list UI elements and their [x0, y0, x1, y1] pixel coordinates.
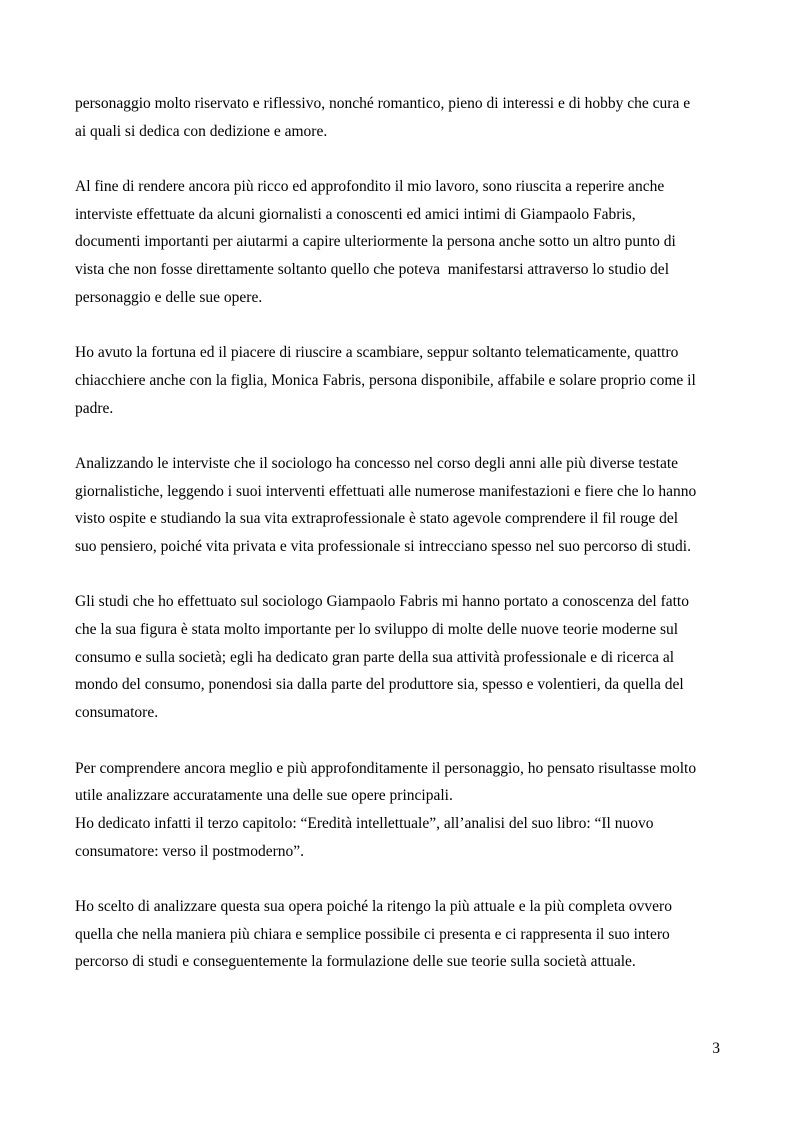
text-line: Ho dedicato infatti il terzo capitolo: “Eredità intellettuale”, all’analisi del suo libro: “Il nuovo	[75, 814, 654, 832]
text-line: visto ospite e studiando la sua vita extraprofessionale è stato agevole comprendere il fil rouge del	[75, 510, 679, 528]
body-text	[75, 90, 720, 976]
text-line: utile analizzare accuratamente una delle sue opere principali.	[75, 787, 453, 805]
text-line: vista che non fosse direttamente soltanto quello che poteva manifestarsi attraverso lo studio del	[75, 261, 669, 279]
text-line: interviste effettuate da alcuni giornalisti a conoscenti ed amici intimi di Giampaolo Fabris,	[75, 205, 636, 223]
page-number: 3	[712, 1040, 720, 1057]
paragraph-6	[75, 755, 720, 866]
text-line: Per comprendere ancora meglio e più approfonditamente il personaggio, ho pensato risultasse molto	[75, 759, 697, 777]
text-line: consumatore: verso il postmoderno”.	[75, 842, 305, 860]
text-line: ai quali si dedica con dedizione e amore.	[75, 122, 328, 140]
paragraph-7	[75, 893, 720, 976]
text-line: personaggio molto riservato e riflessivo, nonché romantico, pieno di interessi e di hobby che cura e	[75, 95, 691, 112]
text-line: mondo del consumo, ponendosi sia dalla parte del produttore sia, spesso e volentieri, da quella del	[75, 676, 684, 694]
text-line: chiacchiere anche con la figlia, Monica Fabris, persona disponibile, affabile e solare proprio come il	[75, 371, 696, 389]
text-line: percorso di studi e conseguentemente la formulazione delle sue teorie sulla società attuale.	[75, 953, 636, 971]
text-line: Ho scelto di analizzare questa sua opera poiché la ritengo la più attuale e la più completa ovvero	[75, 897, 672, 915]
text-line: documenti importanti per aiutarmi a capire ulteriormente la persona anche sotto un altro punto di	[75, 233, 676, 251]
text-line: consumatore.	[75, 704, 159, 722]
text-line: che la sua figura è stata molto importante per lo sviluppo di molte delle nuove teorie moderne sul	[75, 621, 679, 639]
text-line: Al fine di rendere ancora più ricco ed approfondito il mio lavoro, sono riuscita a reperire anche	[75, 178, 665, 196]
paragraph-3	[75, 339, 720, 422]
paragraph-1	[75, 90, 720, 145]
text-line: personaggio e delle sue opere.	[75, 288, 263, 306]
text-line: suo pensiero, poiché vita privata e vita professionale si intrecciano spesso nel suo percorso di studi.	[75, 538, 691, 555]
text-line: Analizzando le interviste che il sociologo ha concesso nel corso degli anni alle più diverse testate	[75, 454, 679, 472]
text-line: quella che nella maniera più chiara e semplice possibile ci presenta e ci rappresenta il suo intero	[75, 925, 670, 943]
text-line: consumo e sulla società; egli ha dedicato gran parte della sua attività professionale e di ricerca al	[75, 648, 675, 666]
text-line: Gli studi che ho effettuato sul sociologo Giampaolo Fabris mi hanno portato a conoscenza del fatto	[75, 593, 689, 611]
text-line: padre.	[75, 399, 114, 417]
text-line: giornalistiche, leggendo i suoi interventi effettuati alle numerose manifestazioni e fiere che lo hanno	[75, 482, 697, 500]
paragraph-2	[75, 173, 720, 311]
paragraph-5	[75, 588, 720, 726]
text-line: Ho avuto la fortuna ed il piacere di riuscire a scambiare, seppur soltanto telematicamente, quattro	[75, 344, 679, 362]
paragraph-4	[75, 450, 720, 561]
